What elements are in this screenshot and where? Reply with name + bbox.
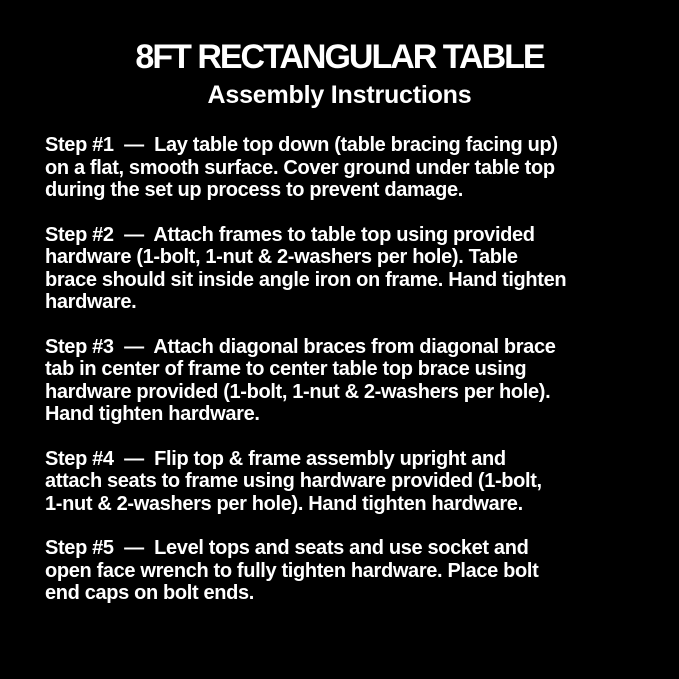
step-line: tab in center of frame to center table top brace using [45,358,527,380]
step-line: end caps on bolt ends. [45,582,254,604]
step-line: Step #2 — Attach frames to table top using provided [45,223,535,246]
step-line: open face wrench to fully tighten hardware. Place bolt [45,559,539,582]
step-line: 1-nut & 2-washers per hole). Hand tighten hardware. [45,492,523,515]
step-line: brace should sit inside angle iron on frame. Hand tighten [45,268,567,291]
step-line: Hand tighten hardware. [45,403,260,425]
instructions-body [0,134,679,605]
step-line: hardware. [45,291,137,313]
step-2 [45,224,649,314]
step-5 [45,537,649,605]
step-line: hardware provided (1-bolt, 1-nut & 2-washers per hole). [45,380,551,403]
step-line: on a flat, smooth surface. Cover ground under table top [45,156,555,179]
page-subtitle: Assembly Instructions [207,81,472,109]
step-line: attach seats to frame using hardware provided (1-bolt, [45,470,542,492]
step-line: Step #3 — Attach diagonal braces from diagonal brace [45,335,556,358]
step-3 [45,336,649,426]
step-line: hardware (1-bolt, 1-nut & 2-washers per hole). Table [45,246,518,268]
step-line: Step #5 — Level tops and seats and use socket and [45,537,529,559]
page-title: 8FT RECTANGULAR TABLE [135,38,544,76]
step-1 [45,134,649,202]
step-line: during the set up process to prevent damage. [45,179,464,201]
step-line: Step #1 — Lay table top down (table bracing facing up) [45,134,558,156]
step-4 [45,448,649,516]
step-line: Step #4 — Flip top & frame assembly upright and [45,447,506,470]
